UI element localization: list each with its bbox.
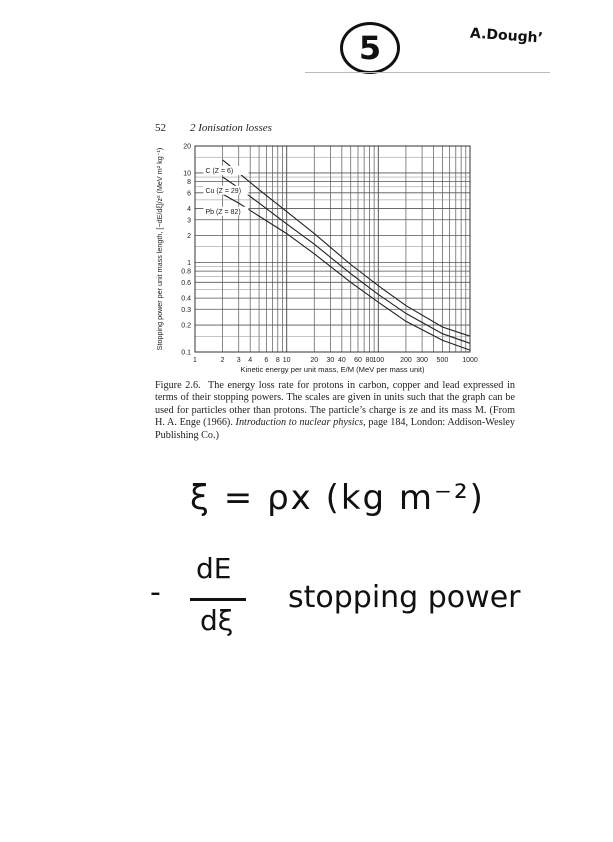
- chapter-title-text: 2 Ionisation losses: [190, 122, 272, 134]
- handwritten-fraction-numerator: dE: [196, 552, 232, 585]
- y-tick-label: 0.8: [181, 268, 191, 276]
- y-tick-label: 1: [187, 259, 191, 267]
- x-tick-label: 8: [275, 357, 280, 364]
- x-tick-label: 20: [310, 357, 319, 364]
- caption-lead: Figure 2.6.: [155, 380, 201, 391]
- chart-series-labels: [203, 166, 248, 216]
- y-tick-label: 8: [187, 179, 191, 187]
- y-tick-label: 4: [187, 206, 191, 214]
- stopping-power-chart: [150, 138, 485, 378]
- x-tick-label: 80: [365, 357, 374, 364]
- header-rule-line: [305, 72, 550, 73]
- x-tick-label: 1000: [462, 357, 478, 364]
- x-tick-label: 300: [416, 357, 428, 364]
- handwritten-fraction-bar: [190, 598, 246, 601]
- x-tick-label: 100: [372, 357, 385, 364]
- series-label-0: C (Z = 6): [205, 167, 234, 175]
- header-page-number: 52: [155, 122, 166, 134]
- y-tick-label: 10: [183, 170, 191, 178]
- handwritten-stopping-power-label: stopping power: [288, 580, 521, 615]
- chart-series: [223, 160, 470, 350]
- handwritten-fraction-denominator: dξ: [200, 604, 234, 637]
- x-tick-label: 10: [282, 357, 291, 364]
- x-tick-label: 2: [220, 357, 225, 364]
- handwritten-minus-sign: -: [150, 575, 161, 610]
- x-tick-label: 3: [236, 357, 241, 364]
- x-tick-label: 60: [354, 357, 362, 364]
- series-label-1: Cu (Z = 29): [205, 187, 242, 195]
- x-tick-label: 6: [264, 357, 269, 364]
- y-axis-label: Stopping power per unit mass length, [−dE/dξ]/z² (MeV m² kg⁻¹): [155, 147, 164, 351]
- series-label-2: Pb (Z = 82): [205, 208, 241, 216]
- y-tick-label: 3: [187, 217, 191, 225]
- x-tick-label: 4: [248, 357, 253, 364]
- y-tick-label: 0.1: [181, 349, 191, 357]
- y-tick-label: 0.2: [181, 322, 191, 330]
- series-line-0: [223, 160, 470, 336]
- y-tick-label: 0.4: [181, 295, 191, 303]
- x-axis-label: Kinetic energy per unit mass, E/M (MeV per mass unit): [240, 365, 425, 374]
- y-tick-label: 0.3: [181, 306, 191, 314]
- caption-book-title: Introduction to nuclear physics: [235, 417, 364, 429]
- figure-caption: [155, 380, 515, 442]
- page-number-circle: 5: [340, 22, 400, 74]
- author-signature: A.Dough’: [469, 25, 544, 47]
- x-tick-label: 500: [436, 357, 449, 364]
- x-tick-label: 200: [400, 357, 412, 364]
- caption-text-1: The energy loss rate for protons in carbon, copper and lead expressed in terms of their stopping powers. The scales are given in units such that the graph can be used for particles other than protons. The particle’s charge is ze and its mass M. (From H. A. Enge (1966).: [155, 380, 516, 429]
- series-line-2: [223, 194, 470, 350]
- header-chapter-title: [190, 122, 272, 134]
- caption-text-2: , page 184, London: Addison-Wesley Publishing Co.): [155, 417, 516, 441]
- y-tick-label: 2: [187, 233, 191, 241]
- y-tick-label: 6: [187, 190, 191, 198]
- y-tick-label: 0.6: [181, 279, 191, 287]
- x-tick-label: 1: [193, 357, 197, 364]
- x-tick-label: 40: [337, 357, 346, 364]
- x-tick-label: 30: [326, 357, 335, 364]
- handwritten-equation-depth: ξ = ρx (kg m⁻²): [190, 478, 485, 518]
- y-tick-label: 20: [183, 143, 191, 151]
